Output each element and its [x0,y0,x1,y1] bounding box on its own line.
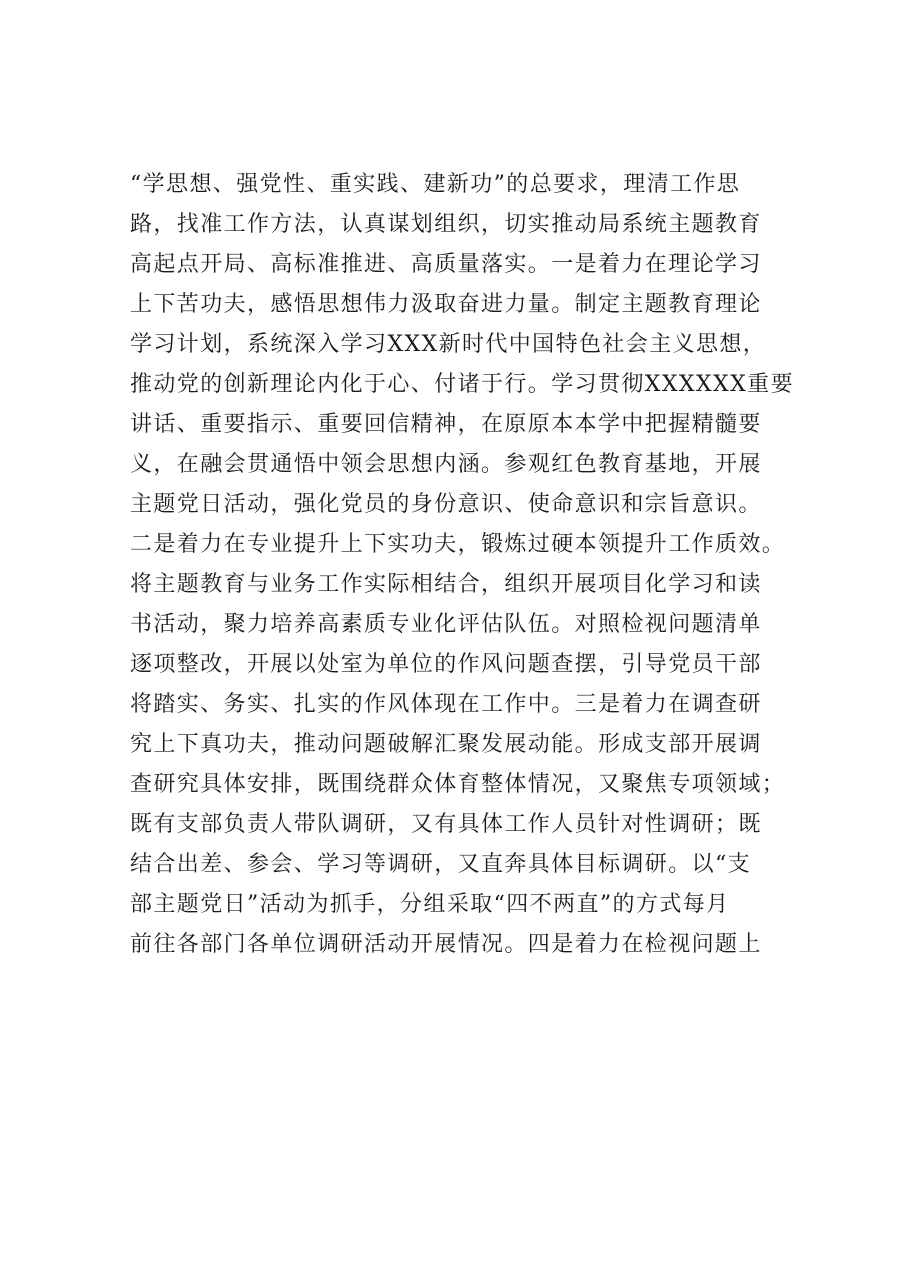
text-line: 讲话、重要指示、重要回信精神，在原原本本学中把握精髓要 [130,412,762,437]
text-line: 将主题教育与业务工作实际相结合，组织开展项目化学习和读 [130,572,762,597]
text-line: 结合出差、参会、学习等调研，又直奔具体目标调研。以“支 [130,852,752,877]
text-line: 学习计划，系统深入学习XXX新时代中国特色社会主义思想， [130,332,767,357]
text-line: 二是着力在专业提升上下实功夫，锻炼过硬本领提升工作质效。 [130,532,786,557]
text-line: 前往各部门各单位调研活动开展情况。四是着力在检视问题上 [130,932,762,957]
text-line: 推动党的创新理论内化于心、付诸于行。学习贯彻XXXXXX重要 [130,372,794,397]
text-line: 主题党日活动，强化党员的身份意识、使命意识和宗旨意识。 [130,492,762,517]
text-line: 究上下真功夫，推动问题破解汇聚发展动能。形成支部开展调 [130,732,762,757]
text-line: 上下苦功夫，感悟思想伟力汲取奋进力量。制定主题教育理论 [130,292,762,317]
text-line: 既有支部负责人带队调研，又有具体工作人员针对性调研；既 [130,812,762,837]
text-line: 义，在融会贯通悟中领会思想内涵。参观红色教育基地，开展 [130,452,762,477]
text-line: 书活动，聚力培养高素质专业化评估队伍。对照检视问题清单 [130,612,762,637]
text-line: 逐项整改，开展以处室为单位的作风问题查摆，引导党员干部 [130,652,762,677]
text-line: 查研究具体安排，既围绕群众体育整体情况，又聚焦专项领域； [130,772,786,797]
text-line: 高起点开局、高标准推进、高质量落实。一是着力在理论学习 [130,252,762,277]
text-line: “学思想、强党性、重实践、建新功”的总要求，理清工作思 [130,172,741,197]
text-line: 部主题党日”活动为抓手，分组采取“四不两直”的方式每月 [130,892,730,917]
text-line: 将踏实、务实、扎实的作风体现在工作中。三是着力在调查研 [130,692,762,717]
body-paragraph [130,165,830,965]
text-line: 路，找准工作方法，认真谋划组织，切实推动局系统主题教育 [130,212,762,237]
